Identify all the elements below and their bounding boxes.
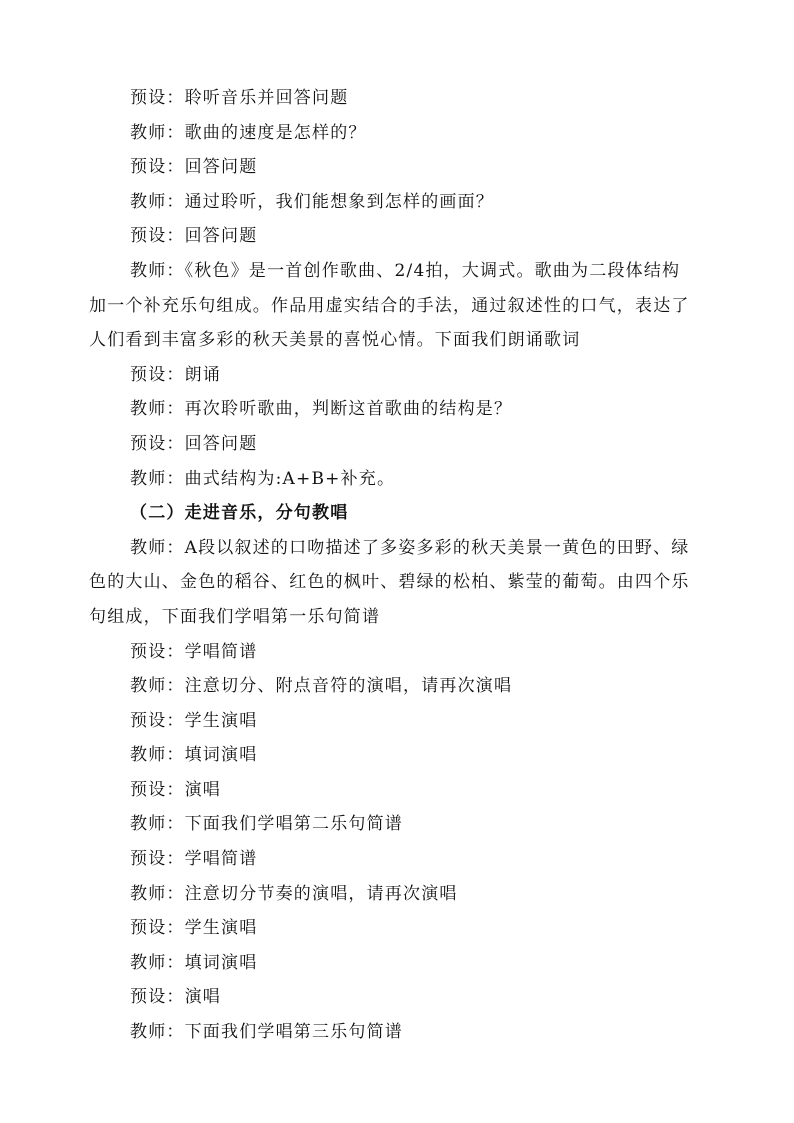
dialogue-line: 预设：学生演唱 — [130, 710, 258, 731]
dialogue-line: 预设：学唱简谱 — [130, 641, 258, 662]
dialogue-line: 预设：回答问题 — [130, 157, 258, 178]
paragraph-line: 教师：A段以叙述的口吻描述了多姿多彩的秋天美景一黄色的田野、绿 — [130, 537, 690, 558]
paragraph-song-intro — [89, 254, 706, 358]
dialogue-line: 教师：下面我们学唱第二乐句简谱 — [130, 814, 403, 835]
dialogue-line: 预设：学唱简谱 — [130, 849, 258, 870]
dialogue-line: 教师：曲式结构为:A+B+补充。 — [130, 468, 396, 489]
dialogue-line: 预设：演唱 — [130, 779, 221, 800]
dialogue-line: 预设：回答问题 — [130, 226, 258, 247]
dialogue-line: 预设：朗诵 — [130, 364, 221, 385]
dialogue-line: 教师：通过聆听，我们能想象到怎样的画面？ — [130, 191, 494, 212]
paragraph-line: 句组成，下面我们学唱第一乐句简谱 — [89, 606, 381, 627]
paragraph-line: 色的大山、金色的稻谷、红色的枫叶、碧绿的松柏、紫莹的葡萄。由四个乐 — [89, 572, 690, 593]
dialogue-line: 预设：演唱 — [130, 987, 221, 1008]
dialogue-line: 预设：聆听音乐并回答问题 — [130, 88, 349, 108]
paragraph-line: 加一个补充乐句组成。作品用虚实结合的手法，通过叙述性的口气，表达了 — [89, 295, 690, 316]
dialogue-line: 教师：填词演唱 — [130, 745, 258, 766]
dialogue-line: 教师：歌曲的速度是怎样的？ — [130, 122, 367, 143]
section-heading: （二）走进音乐，分句教唱 — [130, 503, 349, 524]
dialogue-line: 教师：填词演唱 — [130, 952, 258, 973]
dialogue-line: 预设：学生演唱 — [130, 918, 258, 939]
paragraph-line: 人们看到丰富多彩的秋天美景的喜悦心情。下面我们朗诵歌词 — [89, 330, 581, 351]
paragraph-section-a — [89, 531, 706, 635]
paragraph-line: 教师：《秋色》是一首创作歌曲、2/4拍，大调式。歌曲为二段体结构 — [130, 260, 681, 281]
dialogue-line: 教师：注意切分、附点音符的演唱，请再次演唱 — [130, 676, 513, 697]
dialogue-line: 教师：下面我们学唱第三乐句简谱 — [130, 1022, 403, 1043]
dialogue-line: 教师：再次聆听歌曲，判断这首歌曲的结构是？ — [130, 399, 513, 420]
dialogue-line: 预设：回答问题 — [130, 433, 258, 454]
dialogue-line: 教师：注意切分节奏的演唱，请再次演唱 — [130, 883, 458, 904]
